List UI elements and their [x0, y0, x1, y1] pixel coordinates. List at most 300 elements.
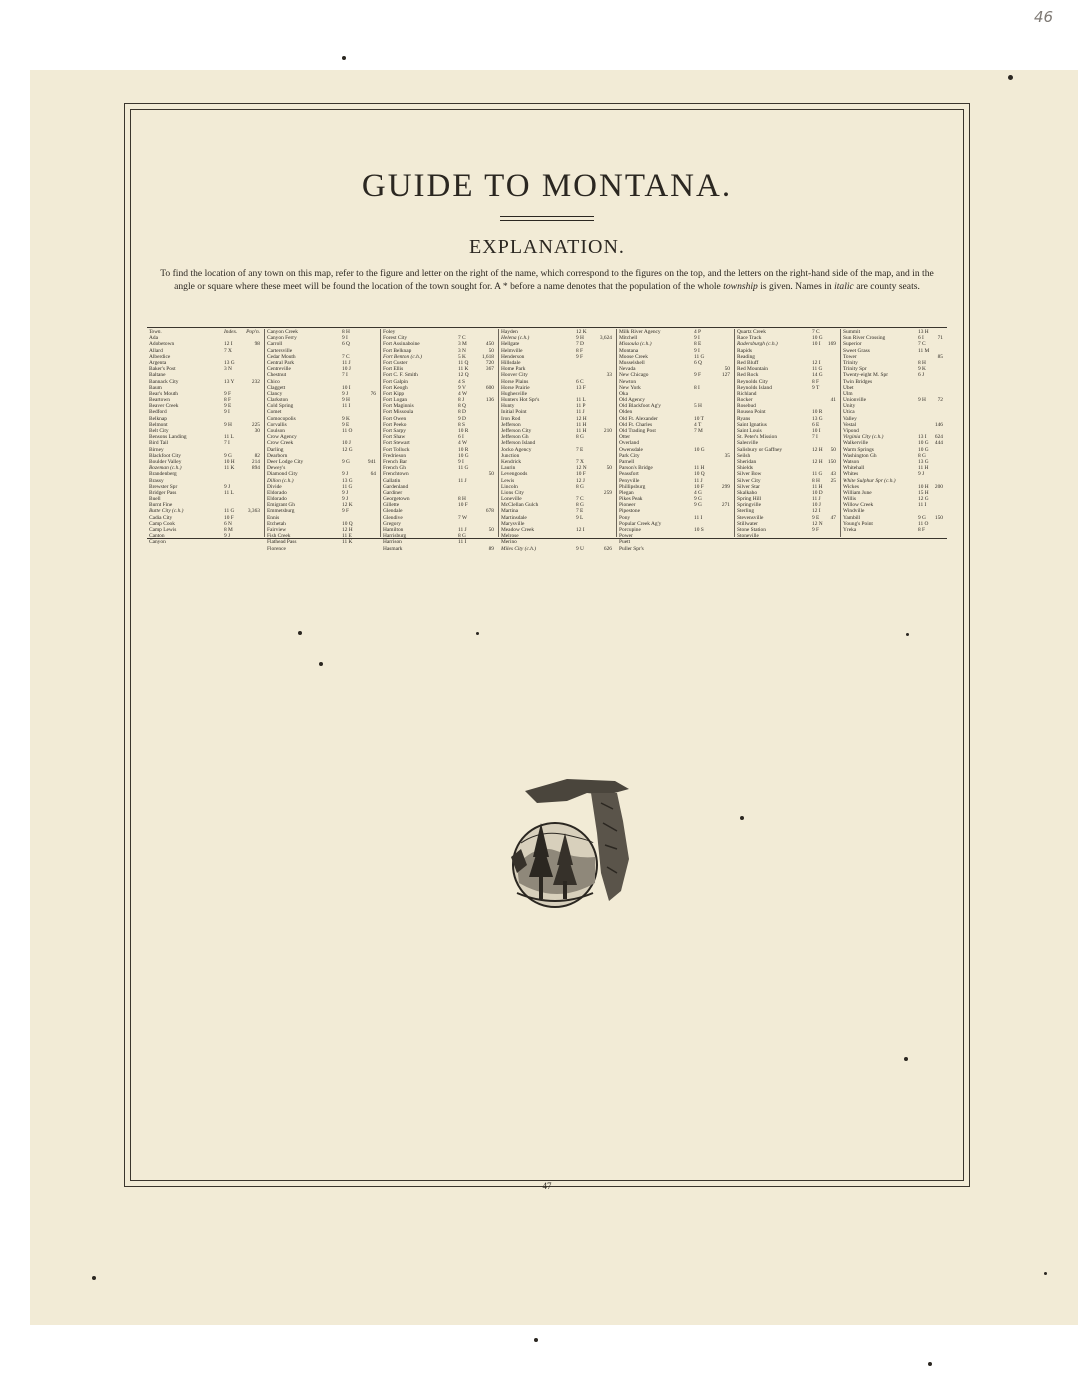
- town-name: Cadia City: [149, 514, 173, 521]
- town-name: Horse Prairie: [501, 384, 530, 391]
- town-index: 10 H: [918, 483, 929, 490]
- town-name: Fort Stewart: [383, 440, 410, 447]
- town-index: 11 G: [342, 483, 353, 490]
- explanation-heading: EXPLANATION.: [469, 236, 625, 258]
- town-population: 225: [251, 421, 260, 428]
- table-row: [501, 546, 616, 552]
- town-name: Hayden: [501, 329, 518, 335]
- town-name: Jefferson Gh: [501, 434, 529, 441]
- explanation-part: are county seats.: [853, 280, 920, 292]
- town-name: Oka: [619, 390, 628, 397]
- town-name: Jefferson: [501, 421, 521, 428]
- town-index: 11 L: [224, 434, 234, 441]
- town-index: 12 H: [812, 446, 823, 453]
- town-index: 9 I: [458, 458, 464, 465]
- town-index: 14 G: [812, 372, 823, 379]
- town-name: Lions City: [501, 489, 524, 496]
- town-index: 8 H: [918, 359, 926, 366]
- town-index: 11 I: [694, 514, 703, 521]
- town-index: 11 G: [812, 471, 823, 478]
- town-index: 13 G: [812, 415, 823, 422]
- town-population: 82: [254, 452, 260, 459]
- town-index: 9 J: [224, 483, 231, 490]
- town-index-table: [147, 329, 947, 552]
- town-name: Levengoods: [501, 471, 528, 478]
- town-index: 6 J: [918, 372, 925, 379]
- town-name: Brewster Spr: [149, 483, 178, 490]
- town-name: Adobetown: [149, 341, 175, 348]
- town-name: Cold Spring: [267, 403, 294, 410]
- town-name: Rosebud: [737, 403, 756, 410]
- town-index: 15 H: [918, 489, 929, 496]
- town-name: Sterling: [737, 508, 755, 515]
- town-name: Lincoln: [501, 483, 518, 490]
- town-index: 11 G: [694, 353, 705, 360]
- town-index: 11 K: [458, 366, 469, 373]
- town-name: Foley: [383, 329, 396, 335]
- town-name: Richland: [737, 390, 757, 397]
- town-name: Emmetsburg: [267, 508, 295, 515]
- town-index: 13 F: [576, 384, 586, 391]
- town-name: Clancy: [267, 390, 283, 397]
- town-population: 33: [606, 372, 612, 379]
- town-population: 214: [251, 458, 260, 465]
- town-population: 450: [485, 341, 494, 348]
- town-index: 9 K: [342, 415, 350, 422]
- table-row: [619, 546, 734, 552]
- town-name: Wickes: [843, 483, 859, 490]
- town-population: 3,624: [599, 335, 612, 342]
- town-name: Popular Creek Ag'y: [619, 520, 662, 527]
- town-population: 76: [370, 390, 376, 397]
- town-name: Florence: [267, 545, 286, 552]
- print-speck: [740, 816, 744, 820]
- town-population: 626: [603, 545, 612, 552]
- town-index: 11 O: [918, 520, 929, 527]
- town-name: Hunters Hot Spr's: [501, 397, 540, 404]
- town-name: Initial Point: [501, 409, 527, 416]
- table-row: [267, 546, 380, 552]
- town-name: Dearborn: [267, 452, 288, 459]
- explanation-italic-word: italic: [834, 280, 854, 292]
- town-index: 12 H: [812, 458, 823, 465]
- town-name: Pony: [619, 514, 631, 521]
- town-index: 9 H: [918, 397, 926, 404]
- town-index: 9 F: [224, 390, 232, 397]
- town-index: 7 I: [812, 434, 818, 441]
- town-name: Eldorado: [267, 496, 287, 503]
- town-name: Darling: [267, 446, 284, 453]
- town-index: 10 J: [342, 440, 351, 447]
- town-name: Whitehall: [843, 465, 865, 472]
- town-name: Reynolds Island: [737, 384, 772, 391]
- town-index: 11 H: [694, 465, 705, 472]
- town-index: 11 J: [458, 477, 467, 484]
- town-index: 10 G: [918, 446, 929, 453]
- table-row: [383, 546, 498, 552]
- town-name: Alberdice: [149, 353, 171, 360]
- town-population: 894: [251, 465, 260, 472]
- header-town: Town.: [149, 329, 162, 335]
- town-index: 7 C: [812, 329, 820, 335]
- town-index: 7 X: [576, 458, 584, 465]
- town-name: Deer Lodge City: [267, 458, 304, 465]
- town-index: 11 O: [342, 428, 353, 434]
- town-index: 10 T: [694, 415, 704, 422]
- town-index: 8 Q: [458, 403, 466, 410]
- town-index: 13 I: [918, 434, 927, 441]
- print-speck: [92, 1276, 96, 1280]
- town-index: 9 L: [576, 514, 584, 521]
- town-name: Martina: [501, 508, 519, 515]
- town-index: 12 H: [576, 415, 587, 422]
- town-population: 127: [721, 372, 730, 379]
- town-population: 169: [827, 341, 836, 348]
- town-name: Fort Logan: [383, 397, 408, 404]
- town-index: 11 J: [342, 359, 351, 366]
- town-name: Musselshell: [619, 359, 645, 366]
- town-index: 9 G: [694, 496, 702, 503]
- town-name: Corvallis: [267, 421, 287, 428]
- town-population: 50: [488, 347, 494, 354]
- town-index: 12 N: [576, 465, 587, 472]
- town-name: Reading: [737, 353, 755, 360]
- town-index: 8 G: [576, 502, 584, 509]
- town-name: Ryans: [737, 415, 751, 422]
- town-name: Silver Bow: [737, 471, 762, 478]
- town-name: McClellan Gulch: [501, 502, 539, 509]
- town-index: 7 M: [694, 428, 703, 434]
- header-index: Index.: [224, 329, 238, 335]
- town-index: 5 H: [694, 403, 702, 410]
- town-index: 10 I: [812, 341, 821, 348]
- table-row: [737, 533, 840, 539]
- town-name: Harrison: [383, 539, 402, 546]
- explanation-italic-township: township: [723, 280, 758, 292]
- town-name: Nevada: [619, 366, 636, 373]
- town-index: 12 G: [918, 496, 929, 503]
- town-name: Camp Lewis: [149, 527, 177, 533]
- town-name: Canyon Ferry: [267, 335, 297, 342]
- town-name: Jefferson Island: [501, 440, 536, 447]
- town-name: Fort Owen: [383, 415, 407, 422]
- town-population: 3,363: [247, 508, 260, 515]
- town-name: Stillwater: [737, 520, 758, 527]
- print-speck: [928, 1362, 932, 1366]
- town-name: Porcupine: [619, 527, 641, 533]
- town-index: 9 G: [918, 514, 926, 521]
- town-name: Sweet Grass: [843, 347, 870, 354]
- town-name: Pikes Peak: [619, 496, 643, 503]
- town-name: Old Trading Post: [619, 428, 656, 434]
- town-index: 9 E: [224, 403, 232, 410]
- town-name: Jefferson City: [501, 428, 532, 434]
- town-index: 6 I: [918, 335, 924, 342]
- town-name: Peassfort: [619, 471, 639, 478]
- town-name: Fort C. F. Smith: [383, 372, 418, 379]
- town-name: Etchetah: [267, 520, 286, 527]
- town-name: Melrose: [501, 533, 519, 540]
- town-name: Beaver Creek: [149, 403, 179, 410]
- town-population: 72: [937, 397, 943, 404]
- town-index: 6 I: [458, 434, 464, 441]
- town-index: 9 G: [224, 452, 232, 459]
- town-index: 11 H: [812, 483, 823, 490]
- town-index: 11 G: [224, 508, 235, 515]
- town-name: Junction: [501, 452, 520, 459]
- town-population: 150: [827, 458, 836, 465]
- town-population: 136: [485, 397, 494, 404]
- town-name: Skalkaho: [737, 489, 758, 496]
- town-name: Rocker: [737, 397, 753, 404]
- town-name: Overland: [619, 440, 640, 447]
- town-index: 11 E: [342, 533, 352, 540]
- town-index: 13 G: [342, 477, 353, 484]
- print-speck: [1044, 1272, 1047, 1275]
- town-index: 12 K: [576, 329, 587, 335]
- town-index: 10 G: [812, 335, 823, 342]
- town-name: Helmville: [501, 347, 523, 354]
- town-name: Penyville: [619, 477, 640, 484]
- town-name: Bedford: [149, 409, 167, 416]
- town-index: 10 Q: [694, 471, 705, 478]
- town-name: Springville: [737, 502, 761, 509]
- town-name: Fort Keogh: [383, 384, 408, 391]
- town-index: 11 J: [576, 409, 585, 416]
- town-population: 678: [485, 508, 494, 515]
- town-index: 8 G: [918, 452, 926, 459]
- town-name: Comocopolis: [267, 415, 296, 422]
- town-index: 10 S: [694, 527, 704, 533]
- handwritten-page-number: 46: [1034, 8, 1054, 26]
- town-index: 11 H: [576, 421, 587, 428]
- town-name: Moose Creek: [619, 353, 648, 360]
- town-name: Dewey's: [267, 465, 286, 472]
- town-name: Pipestone: [619, 508, 640, 515]
- town-name: Montana: [619, 347, 639, 354]
- town-population: 50: [606, 465, 612, 472]
- town-index: 8 M: [224, 527, 233, 533]
- town-population: 367: [485, 366, 494, 373]
- explanation-part: To find the location of any town on this map, refer to the figure and letter on the right of the name, which correspond to the figures on the top, and the letters on the right-hand side of the map, and in the angle or square where these meet will be found the location of the town sought for. A * before a name denotes that the population of the whole: [160, 268, 934, 292]
- town-name: Henderson: [501, 353, 525, 360]
- print-speck: [476, 632, 479, 635]
- town-index: 6 Q: [694, 359, 702, 366]
- town-index: 7 X: [224, 347, 232, 354]
- town-name: Hoover City: [501, 372, 528, 379]
- town-index: 11 I: [918, 502, 927, 509]
- town-name: St. Peter's Mission: [737, 434, 778, 441]
- town-name: Olden: [619, 409, 633, 416]
- town-name: Helena (c.h.): [501, 335, 530, 342]
- town-name: Bannack City: [149, 378, 179, 385]
- town-index: 4 P: [694, 329, 702, 335]
- town-index: 9 H: [224, 421, 232, 428]
- print-speck: [904, 1057, 908, 1061]
- town-name: Chico: [267, 378, 280, 385]
- town-index: 11 I: [458, 539, 467, 546]
- town-index: 4 W: [458, 390, 468, 397]
- town-name: Twin Bridges: [843, 378, 873, 385]
- town-name: Fish Creek: [267, 533, 291, 540]
- town-index: 13 H: [918, 329, 929, 335]
- town-name: Bensons Landing: [149, 434, 187, 441]
- town-name: Unionville: [843, 397, 867, 404]
- town-name: Hillsdale: [501, 359, 521, 366]
- print-speck: [342, 56, 346, 60]
- town-name: Phillipsburg: [619, 483, 646, 490]
- town-name: Washington Gh: [843, 452, 877, 459]
- town-index: 9 F: [812, 527, 820, 533]
- town-index: 11 J: [812, 496, 821, 503]
- town-name: Canyon: [149, 539, 166, 546]
- town-name: Trinity: [843, 359, 858, 366]
- town-index: 10 F: [576, 471, 586, 478]
- town-index: 12 J: [576, 477, 585, 484]
- town-index: 6 Q: [342, 341, 350, 348]
- town-name: Crow Creek: [267, 440, 294, 447]
- town-index: 11 G: [812, 366, 823, 373]
- town-index: 8 F: [812, 378, 820, 385]
- table-column: [841, 329, 947, 537]
- town-index: 11 H: [576, 428, 587, 434]
- town-index: 10 R: [458, 428, 469, 434]
- town-index: 8 G: [458, 533, 466, 540]
- town-index: 8 H: [458, 496, 466, 503]
- town-index: 11 G: [458, 465, 469, 472]
- town-name: Unity: [843, 403, 856, 410]
- town-index: 9 U: [576, 545, 584, 552]
- town-index: 10 F: [224, 514, 234, 521]
- town-index: 7 I: [224, 440, 230, 447]
- town-name: Puett: [619, 539, 631, 546]
- explanation-text: [150, 268, 944, 293]
- town-name: Seilsh: [737, 452, 751, 459]
- town-name: Race Track: [737, 335, 762, 342]
- town-index: 13 G: [224, 359, 235, 366]
- town-index: 10 I: [812, 428, 821, 434]
- town-index: 10 Q: [342, 520, 353, 527]
- town-name: Gregory: [383, 520, 401, 527]
- town-name: Superior: [843, 341, 862, 348]
- town-name: Rousea Point: [737, 409, 766, 416]
- town-name: Puller Spr's: [619, 545, 644, 552]
- town-name: Sheridan: [737, 458, 757, 465]
- town-index: 9 I: [342, 335, 348, 342]
- town-name: William June: [843, 489, 872, 496]
- town-index: 9 J: [224, 533, 231, 540]
- town-index: 11 J: [458, 527, 467, 533]
- town-index: 11 I: [342, 403, 351, 410]
- town-name: Fort Ellis: [383, 366, 404, 373]
- town-index: 4 S: [458, 378, 466, 385]
- header-population: Pop'n.: [246, 329, 260, 335]
- town-population: 259: [603, 489, 612, 496]
- town-name: Windville: [843, 508, 865, 515]
- town-name: Boulder Valley: [149, 458, 182, 465]
- town-population: 30: [254, 428, 260, 434]
- town-index: 9 T: [812, 384, 820, 391]
- town-index: 7 E: [576, 446, 584, 453]
- town-population: 98: [254, 341, 260, 348]
- town-name: White Sulphur Spr (c.h.): [843, 477, 896, 484]
- town-name: Quartz Creek: [737, 329, 766, 335]
- town-index: 11 J: [694, 477, 703, 484]
- title-rule-bottom: [500, 220, 594, 221]
- town-name: Parson's Bridge: [619, 465, 653, 472]
- town-name: Valley: [843, 415, 857, 422]
- town-name: Iron Rod: [501, 415, 521, 422]
- town-name: Emigrant Gh: [267, 502, 295, 509]
- town-name: Harrisburg: [383, 533, 407, 540]
- town-name: Whites: [843, 471, 859, 478]
- town-index: 11 P: [576, 403, 586, 410]
- town-name: Salesville: [737, 440, 758, 447]
- table-column: [499, 329, 617, 552]
- town-index: 7 C: [458, 335, 466, 342]
- town-name: Fort Peeko: [383, 421, 407, 428]
- town-index: 9 D: [458, 415, 466, 422]
- town-name: Parnell: [619, 458, 635, 465]
- town-index: 10 G: [694, 446, 705, 453]
- town-index: 11 L: [576, 397, 586, 404]
- town-name: Clarkston: [267, 397, 288, 404]
- town-index: 11 H: [918, 465, 929, 472]
- town-name: Yreka: [843, 527, 857, 533]
- town-population: 47: [830, 514, 836, 521]
- town-population: 50: [830, 446, 836, 453]
- town-name: Meadow Creek: [501, 527, 535, 533]
- town-index: 9 F: [342, 508, 350, 515]
- town-name: Coulson: [267, 428, 285, 434]
- town-name: Fort Sarpy: [383, 428, 406, 434]
- town-name: Young's Point: [843, 520, 873, 527]
- town-index: 9 I: [224, 409, 230, 416]
- town-name: Twenty-eight M. Spr: [843, 372, 888, 379]
- town-name: Divide: [267, 483, 282, 490]
- town-name: Cedar Mouth: [267, 353, 296, 360]
- town-name: Hamilton: [383, 527, 404, 533]
- town-name: Willow Creek: [843, 502, 874, 509]
- town-name: Old Ft. Alexander: [619, 415, 658, 422]
- town-name: Newton: [619, 378, 637, 385]
- town-name: Gallatin: [383, 477, 401, 484]
- town-index: 8 H: [342, 329, 350, 335]
- town-name: Sun River Crossing: [843, 335, 886, 342]
- town-name: Summit: [843, 329, 861, 335]
- town-population: 720: [485, 359, 494, 366]
- town-name: Baker's Post: [149, 366, 176, 373]
- town-name: Vipond: [843, 428, 859, 434]
- town-name: Otter: [619, 434, 631, 441]
- town-index: 7 E: [576, 508, 584, 515]
- town-name: Gardenland: [383, 483, 409, 490]
- town-name: Walkerville: [843, 440, 869, 447]
- town-name: Laurin: [501, 465, 516, 472]
- town-index: 7 C: [918, 341, 926, 348]
- town-name: Cartersville: [267, 347, 293, 354]
- town-name: Hunty: [501, 403, 515, 410]
- town-population: 85: [937, 353, 943, 360]
- print-speck: [534, 1338, 538, 1342]
- town-name: Milk River Agency: [619, 329, 661, 335]
- town-name: French Bar: [383, 458, 408, 465]
- town-index: 11 L: [224, 489, 234, 496]
- table-top-rule: [147, 327, 947, 328]
- town-index: 9 J: [342, 471, 349, 478]
- town-index: 3 N: [458, 347, 466, 354]
- town-name: Silver City: [737, 477, 761, 484]
